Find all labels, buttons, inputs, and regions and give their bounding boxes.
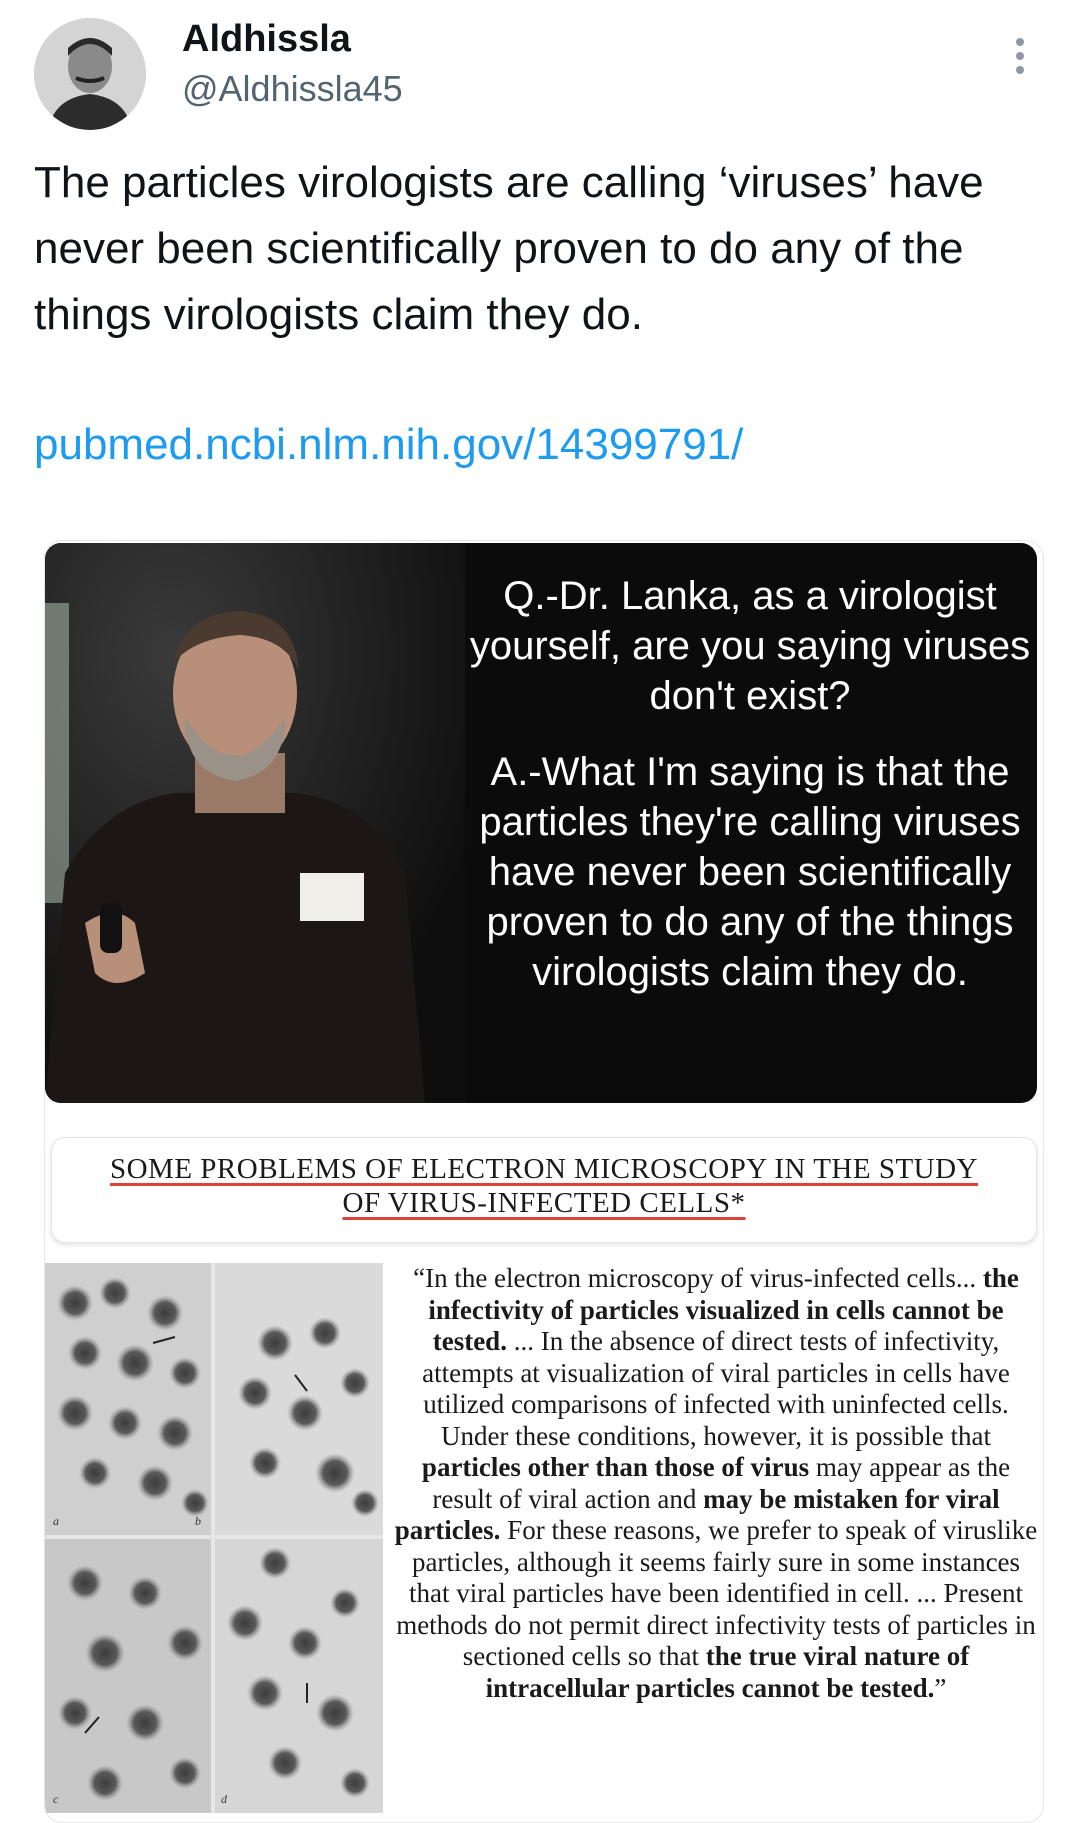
quote-bold-segment: the true viral nature of intracellular particles cannot be tested. — [485, 1641, 970, 1703]
quote-segment: ” — [934, 1672, 947, 1703]
speaker-photo — [45, 543, 465, 1103]
tweet-text: The particles virologists are calling ‘viruses’ have never been scientifically proven to do any of the things virologists claim they do. — [34, 158, 984, 339]
tweet-header — [0, 0, 1080, 140]
meme-panel — [45, 543, 1037, 1103]
figure-label-d: d — [221, 1792, 227, 1806]
electron-micrograph-figure — [45, 1263, 383, 1813]
paper-title-box — [51, 1137, 1037, 1243]
more-options-icon[interactable] — [1010, 38, 1030, 78]
paper-quote — [389, 1263, 1043, 1704]
figure-label-c: c — [53, 1792, 59, 1806]
tweet-link[interactable]: pubmed.ncbi.nlm.nih.gov/14399791/ — [34, 420, 744, 469]
author-handle[interactable]: @Aldhissla45 — [182, 68, 403, 109]
quote-bold-segment: may be mistaken for viral particles. — [394, 1483, 1000, 1545]
quote-segment: may appear as the result of viral action and — [432, 1452, 1011, 1514]
meme-qa-text — [465, 571, 1035, 1023]
quote-segment: For these reasons, we prefer to speak of viruslike particles, although it seems fairly sure in some instances that viral particles have been identified in cell. ... Present methods do not permit direct infectivity tests of particles in sectioned cells so that — [396, 1515, 1038, 1671]
paper-title — [52, 1152, 1036, 1220]
paper-title-line-1: SOME PROBLEMS OF ELECTRON MICROSCOPY IN THE STUDY — [109, 1153, 979, 1185]
quote-segment: “In the electron microscopy of virus-infected cells... — [413, 1263, 983, 1293]
quote-bold-segment: the infectivity of particles visualized in cells cannot be tested. — [428, 1263, 1019, 1356]
meme-question: Q.-Dr. Lanka, as a virologist yourself, are you saying viruses don't exist? — [469, 574, 1031, 718]
avatar[interactable] — [34, 18, 146, 130]
figure-label-b: b — [195, 1514, 201, 1528]
tweet-media[interactable] — [44, 540, 1044, 1823]
quote-bold-segment: particles other than those of virus — [421, 1452, 810, 1482]
quote-segment: ... In the absence of direct tests of infectivity, attempts at visualization of viral particles in cells have utilized comparisons of infected with uninfected cells. Under these conditions, however, it is possible that — [422, 1326, 1010, 1451]
meme-answer: A.-What I'm saying is that the particles they're calling viruses have never been scientifically proven to do any of the things virologists claim they do. — [479, 750, 1021, 994]
figure-label-a: a — [53, 1514, 59, 1528]
author-name[interactable]: Aldhissla — [182, 18, 351, 60]
paper-title-line-2: OF VIRUS-INFECTED CELLS* — [342, 1187, 746, 1219]
